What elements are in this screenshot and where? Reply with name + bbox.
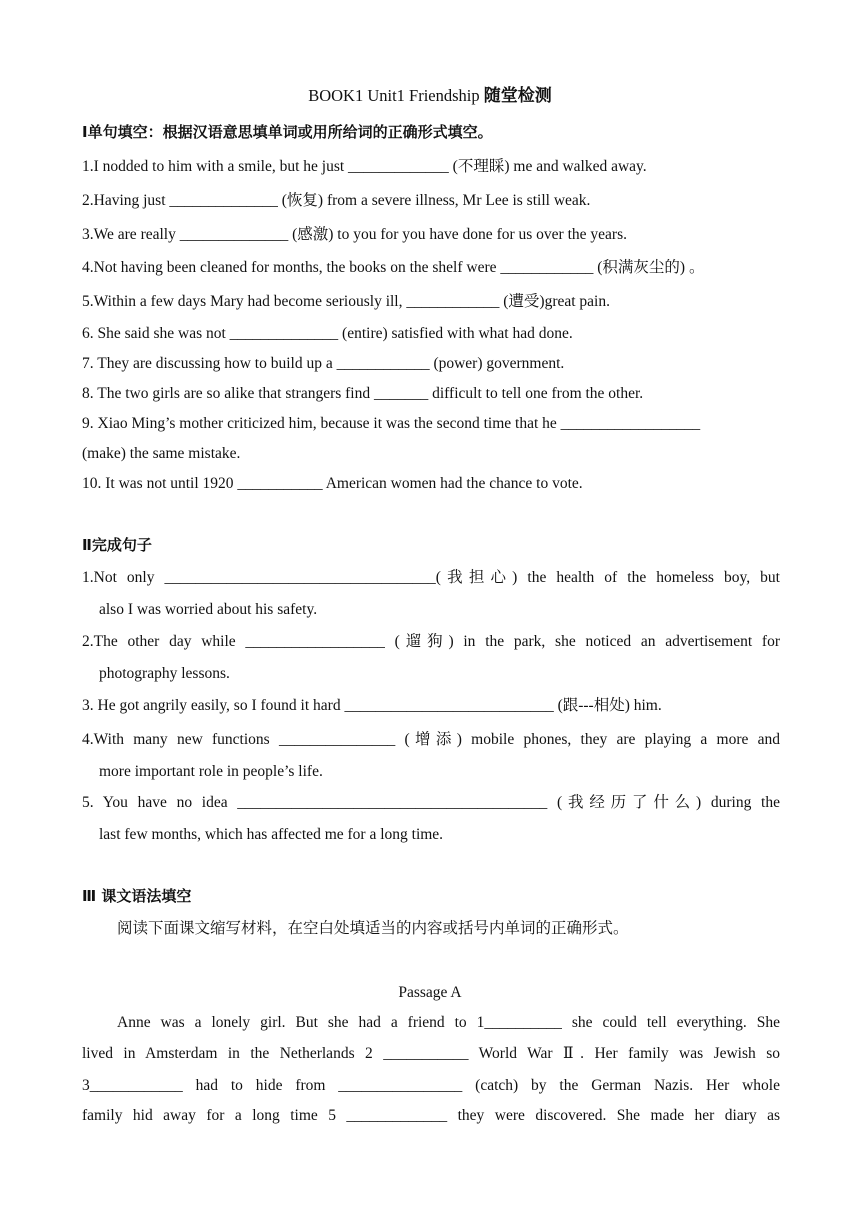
passage-line: lived in Amsterdam in the Netherlands 2 ___________ World War Ⅱ. Her family was Jewish so (82, 1045, 780, 1062)
section2-heading: Ⅱ完成句子 (82, 536, 152, 554)
section1-heading: Ⅰ单句填空：根据汉语意思填单词或用所给词的正确形式填空。 (82, 123, 493, 141)
section3-instruction: 阅读下面课文缩写材料，在空白处填适当的内容或括号内单词的正确形式。 (117, 920, 629, 937)
section2-line: more important role in people’s life. (99, 763, 323, 780)
page-title (0, 86, 860, 106)
passage-line: 3____________ had to hide from ________________ (catch) by the German Nazis. Her whole (82, 1077, 780, 1094)
section3-heading: Ⅲ 课文语法填空 (82, 887, 192, 905)
section2-line: also I was worried about his safety. (99, 601, 318, 618)
section1-item: 3.We are really ______________ (感激) to you for you have done for us over the years. (82, 226, 627, 243)
section1-item: 4.Not having been cleaned for months, the books on the shelf were ____________ (积满灰尘的) 。 (82, 259, 705, 276)
passage-line: Anne was a lonely girl. But she had a friend to 1__________ she could tell everything. She (117, 1014, 780, 1031)
title-cn: 随堂检测 (483, 86, 552, 106)
section1-item: 10. It was not until 1920 ___________ American women had the chance to vote. (82, 475, 583, 492)
section1-item: 7. They are discussing how to build up a ____________ (power) government. (82, 355, 565, 372)
section2-line: 4.With many new functions _______________ (增添) mobile phones, they are playing a more and (82, 731, 780, 748)
section1-item: 9. Xiao Ming’s mother criticized him, because it was the second time that he __________________ (82, 415, 701, 432)
section1-item: 1.I nodded to him with a smile, but he just _____________ (不理睬) me and walked away. (82, 158, 647, 175)
passage-title: Passage A (398, 984, 462, 1001)
section2-line: 5. You have no idea ________________________________________ (我经历了什么) during the (82, 794, 780, 811)
section1-item: 2.Having just ______________ (恢复) from a severe illness, Mr Lee is still weak. (82, 192, 591, 209)
section2-line: 1.Not only ___________________________________(我担心) the health of the homeless boy, but (82, 569, 780, 586)
section2-line: photography lessons. (99, 665, 230, 682)
section1-item: 8. The two girls are so alike that strangers find _______ difficult to tell one from the other. (82, 385, 644, 402)
title-en: BOOK1 Unit1 Friendship (308, 86, 484, 105)
section1-item: 6. She said she was not ______________ (entire) satisfied with what had done. (82, 325, 573, 342)
section2-line: 3. He got angrily easily, so I found it hard ___________________________ (跟---相处) him. (82, 697, 662, 714)
section1-item: 5.Within a few days Mary had become seriously ill, ____________ (遭受)great pain. (82, 293, 610, 310)
section2-line: last few months, which has affected me for a long time. (99, 826, 444, 843)
passage-line: family hid away for a long time 5 _____________ they were discovered. She made her diary as (82, 1107, 780, 1124)
section1-item-continued: (make) the same mistake. (82, 445, 241, 462)
section2-line: 2.The other day while __________________ (遛狗) in the park, she noticed an advertisement for (82, 633, 780, 650)
